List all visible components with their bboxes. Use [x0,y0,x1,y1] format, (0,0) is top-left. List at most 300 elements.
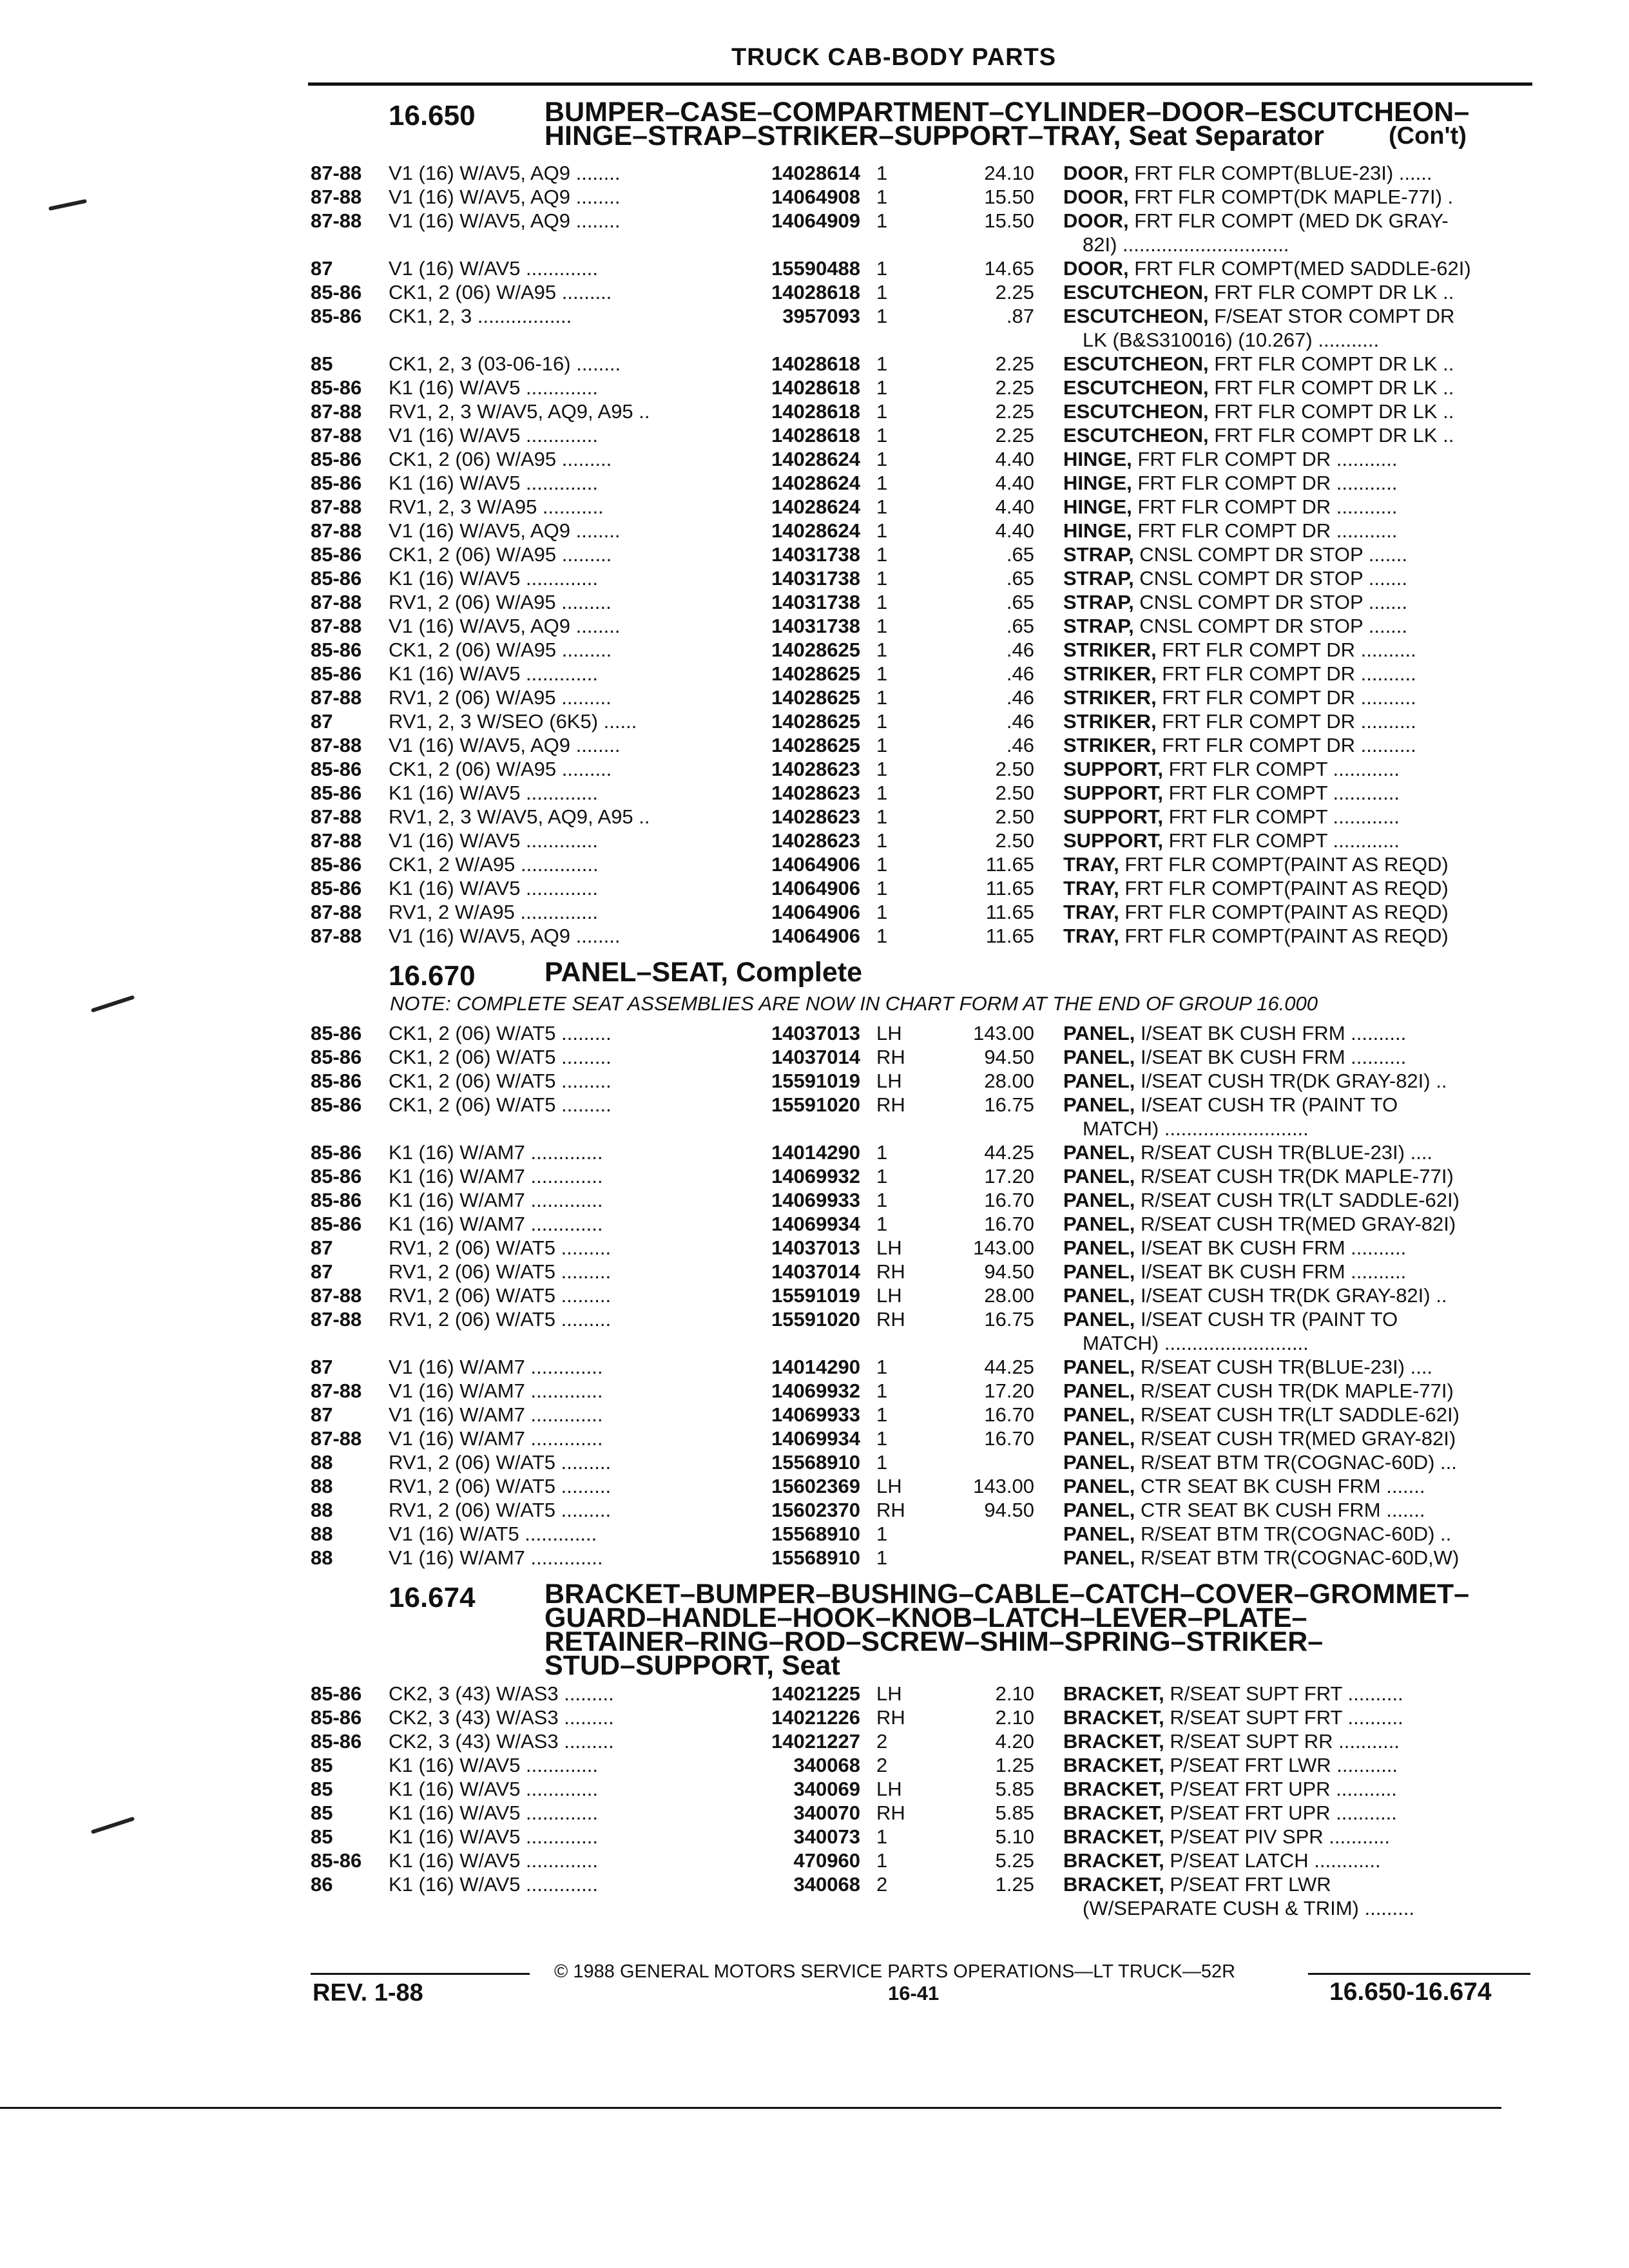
description-keyword: SUPPORT, [1063,782,1164,804]
description-keyword: PANEL, [1063,1475,1135,1497]
quantity-cell: 1 [876,686,888,709]
description-keyword: PANEL, [1063,1236,1135,1259]
table-row [0,805,1629,829]
part-number-cell: 14028618 [771,281,860,303]
table-row [0,1188,1629,1212]
part-number-cell: 14014290 [771,1141,860,1164]
description-keyword: PANEL, [1063,1260,1135,1283]
description-cell [1063,852,1527,876]
description-cell [1063,352,1527,376]
year-cell: 88 [311,1499,333,1521]
description-cell [1063,1450,1527,1474]
quantity-cell: 2 [876,1873,888,1896]
price-cell: 143.00 [973,1475,1034,1497]
description-text: FRT FLR COMPT DR LK .. [1208,424,1454,447]
quantity-cell: RH [876,1802,905,1824]
price-cell: 15.50 [984,186,1034,208]
table-row [0,781,1629,805]
table-row [0,1212,1629,1236]
description-keyword: PANEL, [1063,1451,1135,1474]
description-cell [1063,829,1527,852]
model-cell: V1 (16) W/AM7 ............. [389,1546,603,1569]
model-cell: V1 (16) W/AV5, AQ9 ........ [389,186,621,208]
table-row [0,757,1629,781]
table-row [0,495,1629,519]
description-text: P/SEAT FRT LWR ........... [1164,1754,1398,1776]
description-keyword: ESCUTCHEON, [1063,305,1209,327]
description-cell [1063,471,1527,495]
description-text: FRT FLR COMPT DR .......... [1156,734,1416,756]
table-row [0,543,1629,566]
description-keyword: PANEL, [1063,1093,1135,1116]
model-cell: K1 (16) W/AV5 ............. [389,782,599,804]
part-number-cell: 14069933 [771,1189,860,1211]
price-cell: 5.85 [995,1778,1034,1800]
year-cell: 87-88 [311,162,362,184]
description-text: FRT FLR COMPT DR .......... [1156,686,1416,709]
description-cell [1063,1849,1527,1872]
description-cell [1063,590,1527,614]
description-cell [1063,1682,1527,1706]
year-cell: 85-86 [311,305,362,327]
table-row [0,1498,1629,1522]
year-cell: 85 [311,1754,333,1776]
table-row [0,185,1629,209]
part-number-cell: 340068 [793,1873,860,1896]
description-text: R/SEAT SUPT RR ........... [1164,1730,1400,1753]
quantity-cell: 1 [876,662,888,685]
description-keyword: STRAP, [1063,591,1134,613]
part-number-cell: 15602369 [771,1475,860,1497]
description-keyword: STRAP, [1063,567,1134,590]
description-text: FRT FLR COMPT DR LK .. [1208,281,1454,303]
price-cell: 16.75 [984,1308,1034,1331]
part-number-cell: 14064906 [771,901,860,923]
price-cell: 11.65 [985,877,1034,899]
description-keyword: BRACKET, [1063,1825,1164,1848]
quantity-cell: 1 [876,1427,888,1450]
quantity-cell: RH [876,1093,905,1116]
description-cell [1063,900,1527,924]
description-keyword: ESCUTCHEON, [1063,400,1209,423]
description-text: I/SEAT BK CUSH FRM .......... [1135,1236,1407,1259]
price-cell: 16.75 [984,1093,1034,1116]
part-number-cell: 14037014 [771,1260,860,1283]
price-cell: 16.70 [984,1403,1034,1426]
model-cell: CK2, 3 (43) W/AS3 ......... [389,1730,614,1753]
price-cell: 2.50 [995,758,1034,780]
model-cell: V1 (16) W/AT5 ............. [389,1523,597,1545]
price-cell: 143.00 [973,1022,1034,1044]
description-cell [1063,1164,1527,1188]
description-keyword: BRACKET, [1063,1754,1164,1776]
description-text: F/SEAT STOR COMPT DR [1208,305,1455,327]
description-text: R/SEAT BTM TR(COGNAC-60D,W) [1135,1546,1460,1569]
description-keyword: HINGE, [1063,472,1132,494]
price-cell: .46 [1006,686,1034,709]
price-cell: 2.50 [995,805,1034,828]
price-cell: 16.70 [984,1189,1034,1211]
quantity-cell: 1 [876,305,888,327]
table-row [0,829,1629,852]
quantity-cell: 1 [876,901,888,923]
year-cell: 85-86 [311,1165,362,1187]
table-row [0,662,1629,686]
table-row [0,1260,1629,1283]
model-cell: V1 (16) W/AM7 ............. [389,1356,603,1378]
part-number-cell: 14064906 [771,877,860,899]
year-cell: 85-86 [311,1730,362,1753]
part-number-cell: 15591020 [771,1093,860,1116]
quantity-cell: 1 [876,376,888,399]
price-cell: 4.40 [995,495,1034,518]
description-text: R/SEAT BTM TR(COGNAC-60D) .. [1135,1523,1452,1545]
model-cell: K1 (16) W/AV5 ............. [389,472,599,494]
price-cell: 4.40 [995,472,1034,494]
quantity-cell: 1 [876,1213,888,1235]
part-number-cell: 340070 [793,1802,860,1824]
part-number-cell: 14064906 [771,925,860,947]
description-text: FRT FLR COMPT (MED DK GRAY- [1128,209,1449,232]
section-title-line-1: PANEL–SEAT, Complete [545,957,862,988]
quantity-cell: 1 [876,1189,888,1211]
description-cell [1063,423,1527,447]
description-cell [1063,1474,1527,1498]
section-number: 16.674 [389,1582,476,1613]
description-cell [1063,185,1527,209]
description-continuation: LK (B&S310016) (10.267) ........... [1083,329,1380,351]
model-cell: K1 (16) W/AV5 ............. [389,567,599,590]
table-row [0,1801,1629,1825]
description-text: I/SEAT BK CUSH FRM .......... [1135,1022,1407,1044]
description-cell [1063,1093,1527,1140]
quantity-cell: 1 [876,734,888,756]
part-number-cell: 14037013 [771,1236,860,1259]
description-text: CNSL COMPT DR STOP ....... [1133,543,1408,566]
price-cell: 15.50 [984,209,1034,232]
part-number-cell: 14064908 [771,186,860,208]
table-row [0,1427,1629,1450]
price-cell: 28.00 [984,1070,1034,1092]
description-cell [1063,376,1527,399]
quantity-cell: 1 [876,543,888,566]
price-cell: 2.10 [995,1706,1034,1729]
table-row [0,686,1629,709]
price-cell: 44.25 [984,1356,1034,1378]
description-text: FRT FLR COMPT DR ........... [1132,472,1398,494]
price-cell: .87 [1006,305,1034,327]
price-cell: 2.25 [995,424,1034,447]
description-text: R/SEAT CUSH TR(BLUE-23I) .... [1135,1141,1433,1164]
part-number-cell: 14028624 [771,448,860,470]
quantity-cell: RH [876,1260,905,1283]
footer-copyright: © 1988 GENERAL MOTORS SERVICE PARTS OPERATIONS—LT TRUCK—52R [554,1961,1236,1982]
price-cell: 11.65 [985,901,1034,923]
description-text: FRT FLR COMPT ............ [1163,758,1400,780]
part-number-cell: 470960 [793,1849,860,1872]
model-cell: V1 (16) W/AV5 ............. [389,829,599,852]
quantity-cell: 1 [876,186,888,208]
description-continuation: MATCH) .......................... [1083,1332,1309,1354]
description-text: CNSL COMPT DR STOP ....... [1133,615,1408,637]
description-text: P/SEAT FRT UPR ........... [1164,1778,1397,1800]
description-keyword: TRAY, [1063,925,1119,947]
bottom-scan-rule [0,2107,1501,2109]
price-cell: 44.25 [984,1141,1034,1164]
description-text: CNSL COMPT DR STOP ....... [1133,591,1408,613]
year-cell: 85-86 [311,1682,362,1705]
section-title-line-1: BRACKET–BUMPER–BUSHING–CABLE–CATCH–COVER–GROMMET– [545,1579,1470,1610]
part-number-cell: 14037014 [771,1046,860,1068]
description-text: FRT FLR COMPT ............ [1163,805,1400,828]
description-keyword: DOOR, [1063,257,1129,280]
description-cell [1063,495,1527,519]
model-cell: CK1, 2 (06) W/AT5 ......... [389,1046,612,1068]
year-cell: 85-86 [311,662,362,685]
model-cell: RV1, 2, 3 W/AV5, AQ9, A95 .. [389,805,650,828]
price-cell: 1.25 [995,1873,1034,1896]
description-cell [1063,1236,1527,1260]
parts-list-16-670 [0,1021,1629,1570]
table-row [0,733,1629,757]
table-row [0,1706,1629,1729]
description-text: P/SEAT FRT LWR [1164,1873,1331,1896]
year-cell: 87-88 [311,686,362,709]
description-keyword: BRACKET, [1063,1802,1164,1824]
part-number-cell: 14031738 [771,567,860,590]
year-cell: 88 [311,1546,333,1569]
description-cell [1063,1706,1527,1729]
description-text: FRT FLR COMPT DR .......... [1156,639,1416,661]
section-title-line-1: BUMPER–CASE–COMPARTMENT–CYLINDER–DOOR–ESCUTCHEON– [545,97,1470,128]
part-number-cell: 15602370 [771,1499,860,1521]
part-number-cell: 14028624 [771,519,860,542]
description-text: FRT FLR COMPT DR ........... [1132,519,1398,542]
table-row [0,423,1629,447]
part-number-cell: 14028625 [771,639,860,661]
description-keyword: SUPPORT, [1063,829,1164,852]
table-row [0,1164,1629,1188]
model-cell: K1 (16) W/AM7 ............. [389,1213,603,1235]
year-cell: 85-86 [311,758,362,780]
table-row [0,304,1629,352]
quantity-cell: 1 [876,400,888,423]
model-cell: RV1, 2, 3 W/AV5, AQ9, A95 .. [389,400,650,423]
part-number-cell: 15591019 [771,1070,860,1092]
table-row [0,161,1629,185]
price-cell: 2.10 [995,1682,1034,1705]
table-row [0,1045,1629,1069]
year-cell: 85-86 [311,639,362,661]
section-continued: (Con't) [1389,122,1467,149]
description-keyword: BRACKET, [1063,1682,1164,1705]
table-row [0,399,1629,423]
part-number-cell: 14069932 [771,1165,860,1187]
quantity-cell: 1 [876,567,888,590]
footer-page-number: 16-41 [888,1982,940,2004]
description-cell [1063,1379,1527,1403]
quantity-cell: RH [876,1046,905,1068]
description-keyword: TRAY, [1063,853,1119,876]
part-number-cell: 14028623 [771,829,860,852]
price-cell: 16.70 [984,1213,1034,1235]
parts-list-16-674 [0,1682,1629,1920]
description-text: R/SEAT CUSH TR(MED GRAY-82I) [1135,1427,1456,1450]
section-title-line-2: HINGE–STRAP–STRIKER–SUPPORT–TRAY, Seat Separator [545,120,1324,151]
description-text: FRT FLR COMPT DR .......... [1156,710,1416,733]
part-number-cell: 15568910 [771,1523,860,1545]
model-cell: RV1, 2 (06) W/AT5 ......... [389,1475,612,1497]
description-text: P/SEAT FRT UPR ........... [1164,1802,1397,1824]
model-cell: K1 (16) W/AM7 ............. [389,1165,603,1187]
part-number-cell: 14031738 [771,615,860,637]
table-row [0,1307,1629,1355]
model-cell: V1 (16) W/AV5 ............. [389,424,599,447]
quantity-cell: 1 [876,758,888,780]
description-keyword: BRACKET, [1063,1730,1164,1753]
description-text: I/SEAT CUSH TR(DK GRAY-82I) .. [1135,1284,1447,1307]
year-cell: 87-88 [311,400,362,423]
part-number-cell: 3957093 [782,305,860,327]
model-cell: V1 (16) W/AV5, AQ9 ........ [389,162,621,184]
quantity-cell: 1 [876,424,888,447]
description-cell [1063,161,1527,185]
quantity-cell: 1 [876,209,888,232]
year-cell: 85 [311,1802,333,1824]
description-cell [1063,1825,1527,1849]
year-cell: 87-88 [311,615,362,637]
quantity-cell: 1 [876,472,888,494]
part-number-cell: 14028625 [771,734,860,756]
model-cell: RV1, 2 (06) W/AT5 ......... [389,1284,612,1307]
year-cell: 85-86 [311,853,362,876]
description-cell [1063,1801,1527,1825]
year-cell: 87 [311,1260,333,1283]
part-number-cell: 14028618 [771,400,860,423]
price-cell: 4.40 [995,519,1034,542]
year-cell: 85-86 [311,281,362,303]
price-cell: .46 [1006,734,1034,756]
model-cell: V1 (16) W/AV5, AQ9 ........ [389,734,621,756]
header-rule [308,82,1532,86]
description-cell [1063,662,1527,686]
table-row [0,519,1629,543]
description-cell [1063,304,1527,352]
description-cell [1063,447,1527,471]
price-cell: 2.25 [995,376,1034,399]
description-cell [1063,1021,1527,1045]
quantity-cell: 1 [876,448,888,470]
year-cell: 88 [311,1451,333,1474]
year-cell: 85-86 [311,1706,362,1729]
description-keyword: STRIKER, [1063,686,1157,709]
table-row [0,566,1629,590]
price-cell: 5.85 [995,1802,1034,1824]
description-cell [1063,733,1527,757]
description-cell [1063,1355,1527,1379]
model-cell: RV1, 2 W/A95 .............. [389,901,599,923]
year-cell: 87 [311,257,333,280]
quantity-cell: 1 [876,352,888,375]
description-cell [1063,876,1527,900]
price-cell: .65 [1006,615,1034,637]
price-cell: .65 [1006,591,1034,613]
year-cell: 86 [311,1873,333,1896]
description-keyword: PANEL, [1063,1189,1135,1211]
year-cell: 85-86 [311,376,362,399]
description-keyword: DOOR, [1063,186,1129,208]
description-continuation: (W/SEPARATE CUSH & TRIM) ......... [1083,1897,1414,1919]
table-row [0,1450,1629,1474]
table-row [0,1379,1629,1403]
table-row [0,709,1629,733]
price-cell: 1.25 [995,1754,1034,1776]
quantity-cell: 1 [876,1523,888,1545]
description-cell [1063,614,1527,638]
quantity-cell: 1 [876,782,888,804]
part-number-cell: 14028623 [771,782,860,804]
description-text: FRT FLR COMPT(PAINT AS REQD) [1119,853,1449,876]
description-cell [1063,399,1527,423]
description-cell [1063,543,1527,566]
quantity-cell: RH [876,1499,905,1521]
year-cell: 88 [311,1475,333,1497]
description-keyword: HINGE, [1063,495,1132,518]
description-keyword: HINGE, [1063,519,1132,542]
year-cell: 87-88 [311,209,362,232]
page-header-title: TRUCK CAB-BODY PARTS [731,44,1057,71]
year-cell: 85-86 [311,1093,362,1116]
description-cell [1063,781,1527,805]
quantity-cell: 1 [876,853,888,876]
description-continuation: 82I) .............................. [1083,233,1289,256]
description-text: CNSL COMPT DR STOP ....... [1133,567,1408,590]
footer-rule-right [1308,1973,1530,1975]
table-row [0,1729,1629,1753]
year-cell: 85-86 [311,448,362,470]
model-cell: CK1, 2 (06) W/A95 ......... [389,639,612,661]
quantity-cell: 1 [876,1379,888,1402]
table-row [0,1753,1629,1777]
model-cell: K1 (16) W/AV5 ............. [389,1802,599,1824]
model-cell: V1 (16) W/AM7 ............. [389,1403,603,1426]
model-cell: K1 (16) W/AV5 ............. [389,1849,599,1872]
part-number-cell: 14028625 [771,710,860,733]
year-cell: 85-86 [311,1849,362,1872]
description-keyword: PANEL, [1063,1046,1135,1068]
description-text: I/SEAT BK CUSH FRM .......... [1135,1046,1407,1068]
description-keyword: PANEL, [1063,1308,1135,1331]
year-cell: 85-86 [311,1046,362,1068]
table-row [0,852,1629,876]
table-row [0,1522,1629,1546]
price-cell: .46 [1006,662,1034,685]
year-cell: 87-88 [311,1284,362,1307]
description-cell [1063,1283,1527,1307]
price-cell: 17.20 [984,1165,1034,1187]
model-cell: K1 (16) W/AV5 ............. [389,1873,599,1896]
quantity-cell: RH [876,1706,905,1729]
description-text: I/SEAT CUSH TR(DK GRAY-82I) .. [1135,1070,1447,1092]
description-keyword: ESCUTCHEON, [1063,281,1209,303]
price-cell: 16.70 [984,1427,1034,1450]
description-text: P/SEAT PIV SPR ........... [1164,1825,1391,1848]
model-cell: CK1, 2 (06) W/A95 ......... [389,758,612,780]
table-row [0,1283,1629,1307]
table-row [0,614,1629,638]
description-keyword: DOOR, [1063,162,1129,184]
description-text: FRT FLR COMPT(DK MAPLE-77I) . [1128,186,1454,208]
